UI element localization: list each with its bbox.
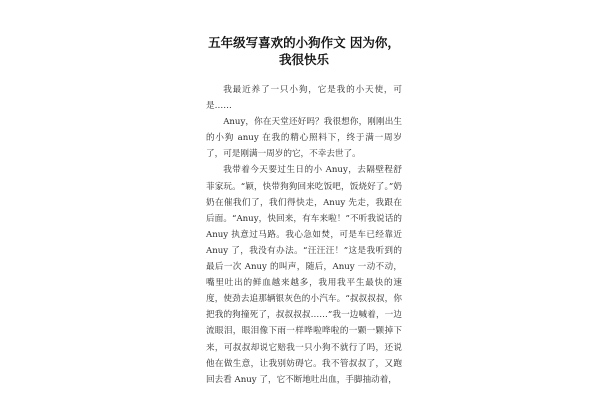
article-paragraph: 我带着今天要过生日的小 Anuy，去隔壁程舒菲家玩。“颖，快带狗狗回来吃饭吧，饭烧好了。”奶奶在催我们了，我们得快走，Anuy 先走，我跟在后面。“Anuy，快回来，有车来啦！”不听我说话的 Anuy 执意过马路。我心急如焚，可是车已经靠近 Anuy 了，我没有办法。“汪汪汪！”这是我听到的最后一次 Anuy 的叫声，随后，Anuy 一动不动，嘴里吐出的鲜血越来越多，我用我平生最快的速度，使劲去追那辆银灰色的小汽车。“叔叔叔叔，你把我的狗撞死了，叔叔叔叔……”我一边喊着，一边流眼泪，眼泪像下雨一样哗啦哗啦的一颗一颗掉下来，可叔叔却说它赔我一只小狗不就行了吗，还说他在做生意，让我别妨碍它。我不管叔叔了，又跑回去看 Anuy 了，它不断地吐出血，手脚抽动着， [206, 165, 402, 385]
article [206, 34, 402, 388]
article-paragraph: Anuy，你在天堂还好吗？我很想你，刚刚出生的小狗 anuy 在我的精心照料下，终于满一周岁了，可是刚满一周岁的它，不幸去世了。 [206, 117, 402, 160]
article-paragraph: 我最近养了一只小狗，它是我的小天使，可是…… [206, 85, 402, 112]
article-title: 五年级写喜欢的小狗作文 因为你，我很快乐 [208, 35, 400, 67]
